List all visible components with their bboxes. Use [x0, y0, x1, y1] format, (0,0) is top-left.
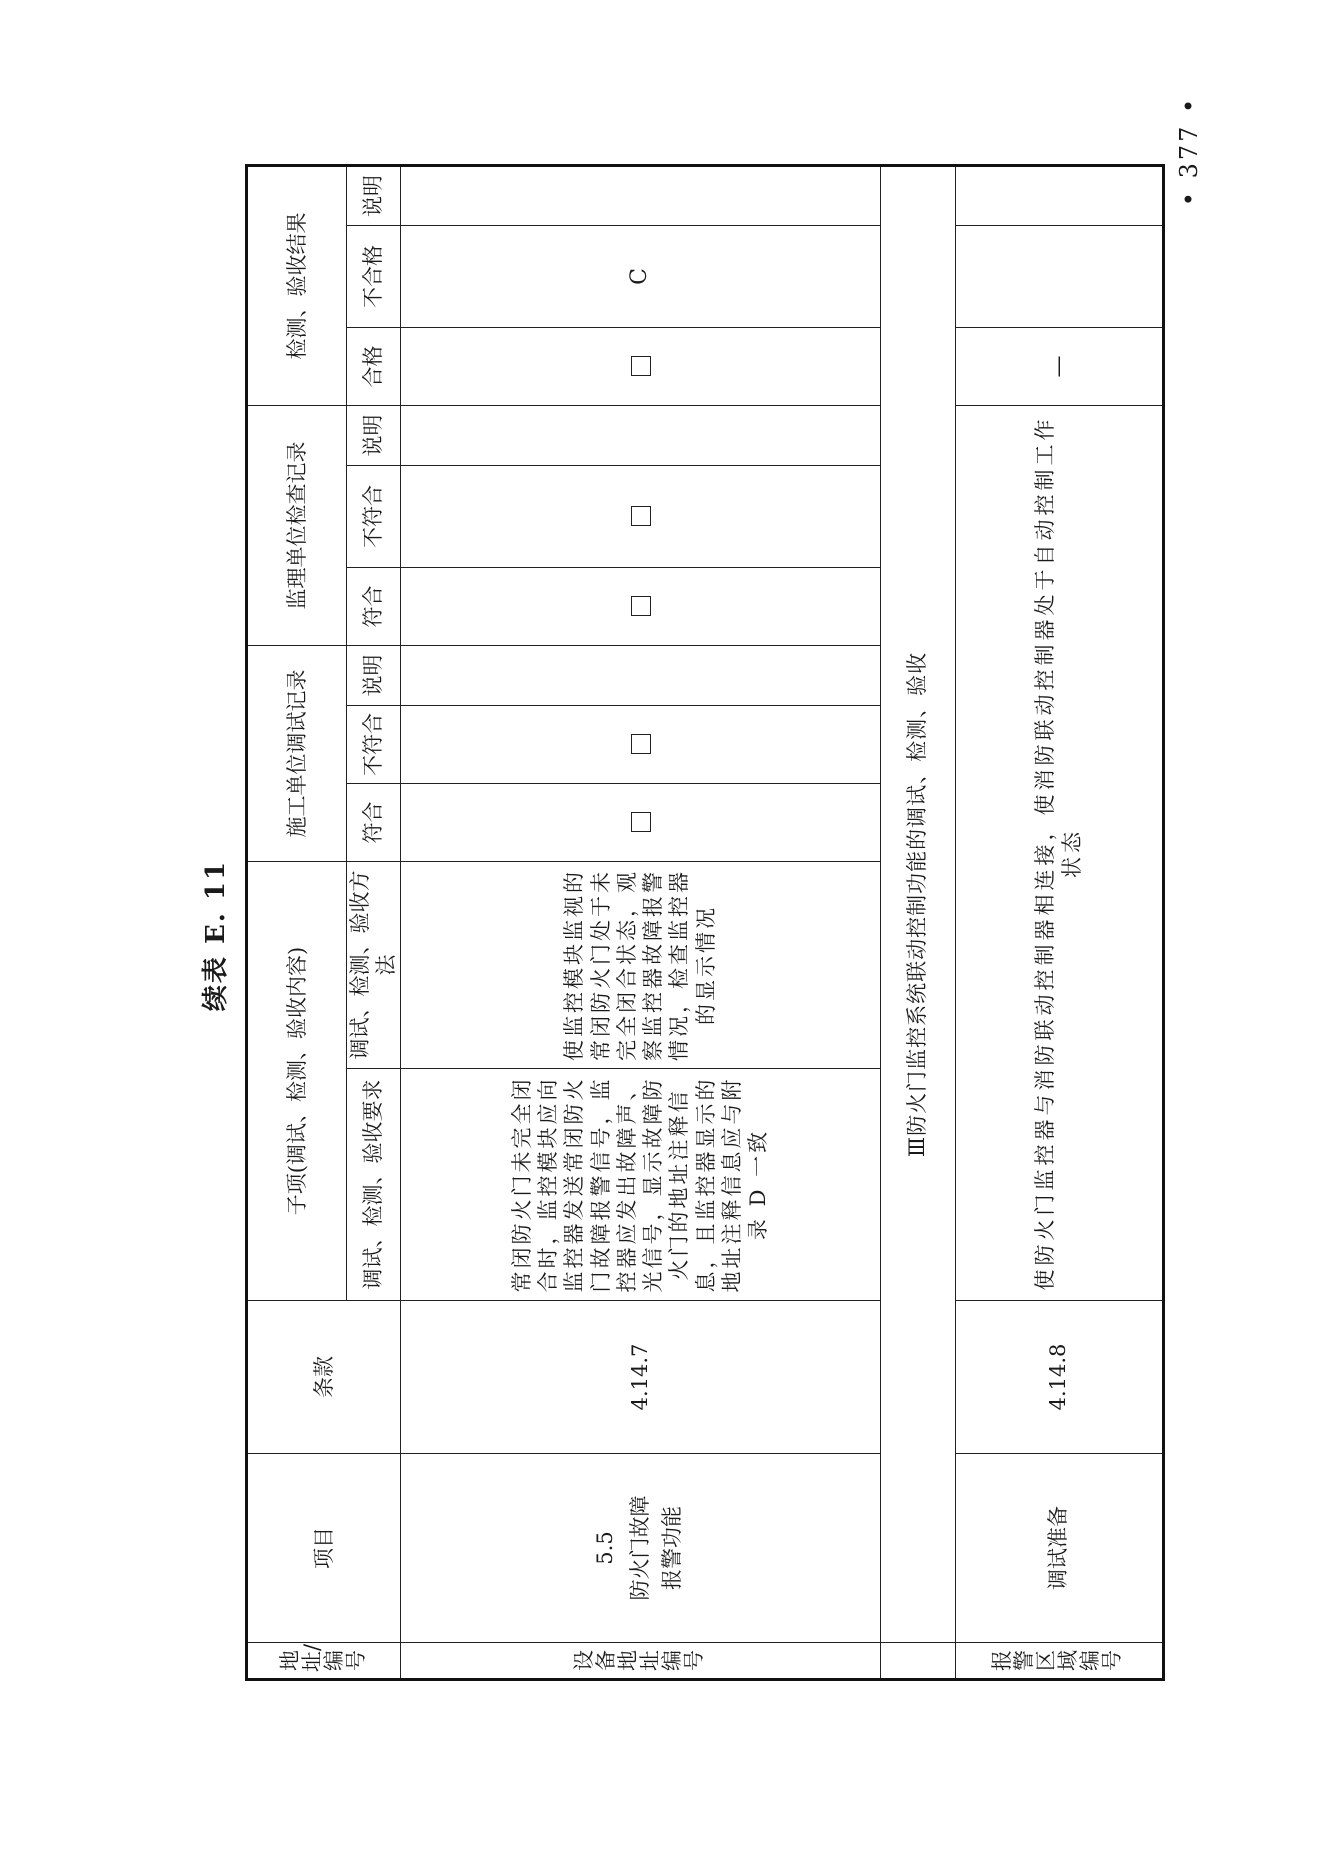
- header-conform: 符合: [347, 567, 401, 645]
- item-number: 5.5: [592, 1531, 617, 1565]
- header-construction: 施工单位调试记录: [247, 645, 347, 861]
- row-clause: 4.14.8: [955, 1301, 1163, 1454]
- header-supervision: 监理单位检查记录: [247, 405, 347, 645]
- result-fail-mark: C: [627, 268, 653, 285]
- row-item: [400, 1454, 880, 1643]
- supervision-nonconform-cell: [400, 465, 880, 567]
- table-row: [400, 165, 880, 1679]
- inspection-table: [245, 164, 1165, 1681]
- header-address: 地址/编号: [247, 1643, 401, 1680]
- row-clause: 4.14.7: [400, 1301, 880, 1454]
- header-pass: 合格: [347, 327, 401, 405]
- section-blank: [880, 1643, 955, 1680]
- result-fail-cell: [955, 225, 1163, 327]
- header-requirement: 调试、检测、验收要求: [347, 1069, 401, 1301]
- construction-nonconform-cell: [400, 705, 880, 783]
- result-fail-cell: [400, 225, 880, 327]
- supervision-conform-cell: [400, 567, 880, 645]
- header-fail: 不合格: [347, 225, 401, 327]
- header-note: 说明: [347, 165, 401, 225]
- header-clause: 条款: [247, 1301, 401, 1454]
- header-conform: 符合: [347, 783, 401, 861]
- result-pass-mark: —: [1045, 355, 1071, 378]
- row-method: 使监控模块监视的常闭防火门处于未完全闭合状态，观察监控器故障报警情况，检查监控器的显示情况: [400, 861, 880, 1068]
- table-row: [955, 165, 1163, 1679]
- row-requirement: 常闭防火门未完全闭合时，监控模块应向监控器发送常闭防火门故障报警信号，监控器应发出故障声、光信号，显示故障防火门的地址注释信息，且监控器显示的地址注释信息应与附录 D 一致: [400, 1069, 880, 1301]
- construction-conform-cell: [400, 783, 880, 861]
- header-note: 说明: [347, 405, 401, 465]
- result-note-cell: [400, 165, 880, 225]
- page-title: 续表 E. 11: [201, 859, 231, 1012]
- checkbox[interactable]: [631, 356, 651, 376]
- header-item: 项目: [247, 1454, 401, 1643]
- row-address: 设备地址编号: [400, 1643, 880, 1680]
- supervision-note-cell: [400, 405, 880, 465]
- result-pass-cell: [400, 327, 880, 405]
- row-requirement: 使防火门监控器与消防联动控制器相连接，使消防联动控制器处于自动控制工作状态: [955, 405, 1163, 1300]
- header-note: 说明: [347, 645, 401, 705]
- row-address: 报警区域编号: [955, 1643, 1163, 1680]
- header-method: 调试、检测、验收方法: [347, 861, 401, 1068]
- page-number: • 377 •: [1175, 95, 1203, 207]
- header-nonconform: 不符合: [347, 465, 401, 567]
- item-name: 防火门故障报警功能: [628, 1495, 685, 1601]
- header-result: 检测、验收结果: [247, 165, 347, 405]
- checkbox[interactable]: [631, 812, 651, 832]
- header-subitem: 子项(调试、检测、验收内容): [247, 861, 347, 1300]
- row-item: 调试准备: [955, 1454, 1163, 1643]
- header-nonconform: 不符合: [347, 705, 401, 783]
- section-heading: Ⅲ防火门监控系统联动控制功能的调试、检测、验收: [880, 165, 955, 1642]
- checkbox[interactable]: [631, 734, 651, 754]
- checkbox[interactable]: [631, 596, 651, 616]
- result-pass-cell: [955, 327, 1163, 405]
- checkbox[interactable]: [631, 506, 651, 526]
- result-note-cell: [955, 165, 1163, 225]
- construction-note-cell: [400, 645, 880, 705]
